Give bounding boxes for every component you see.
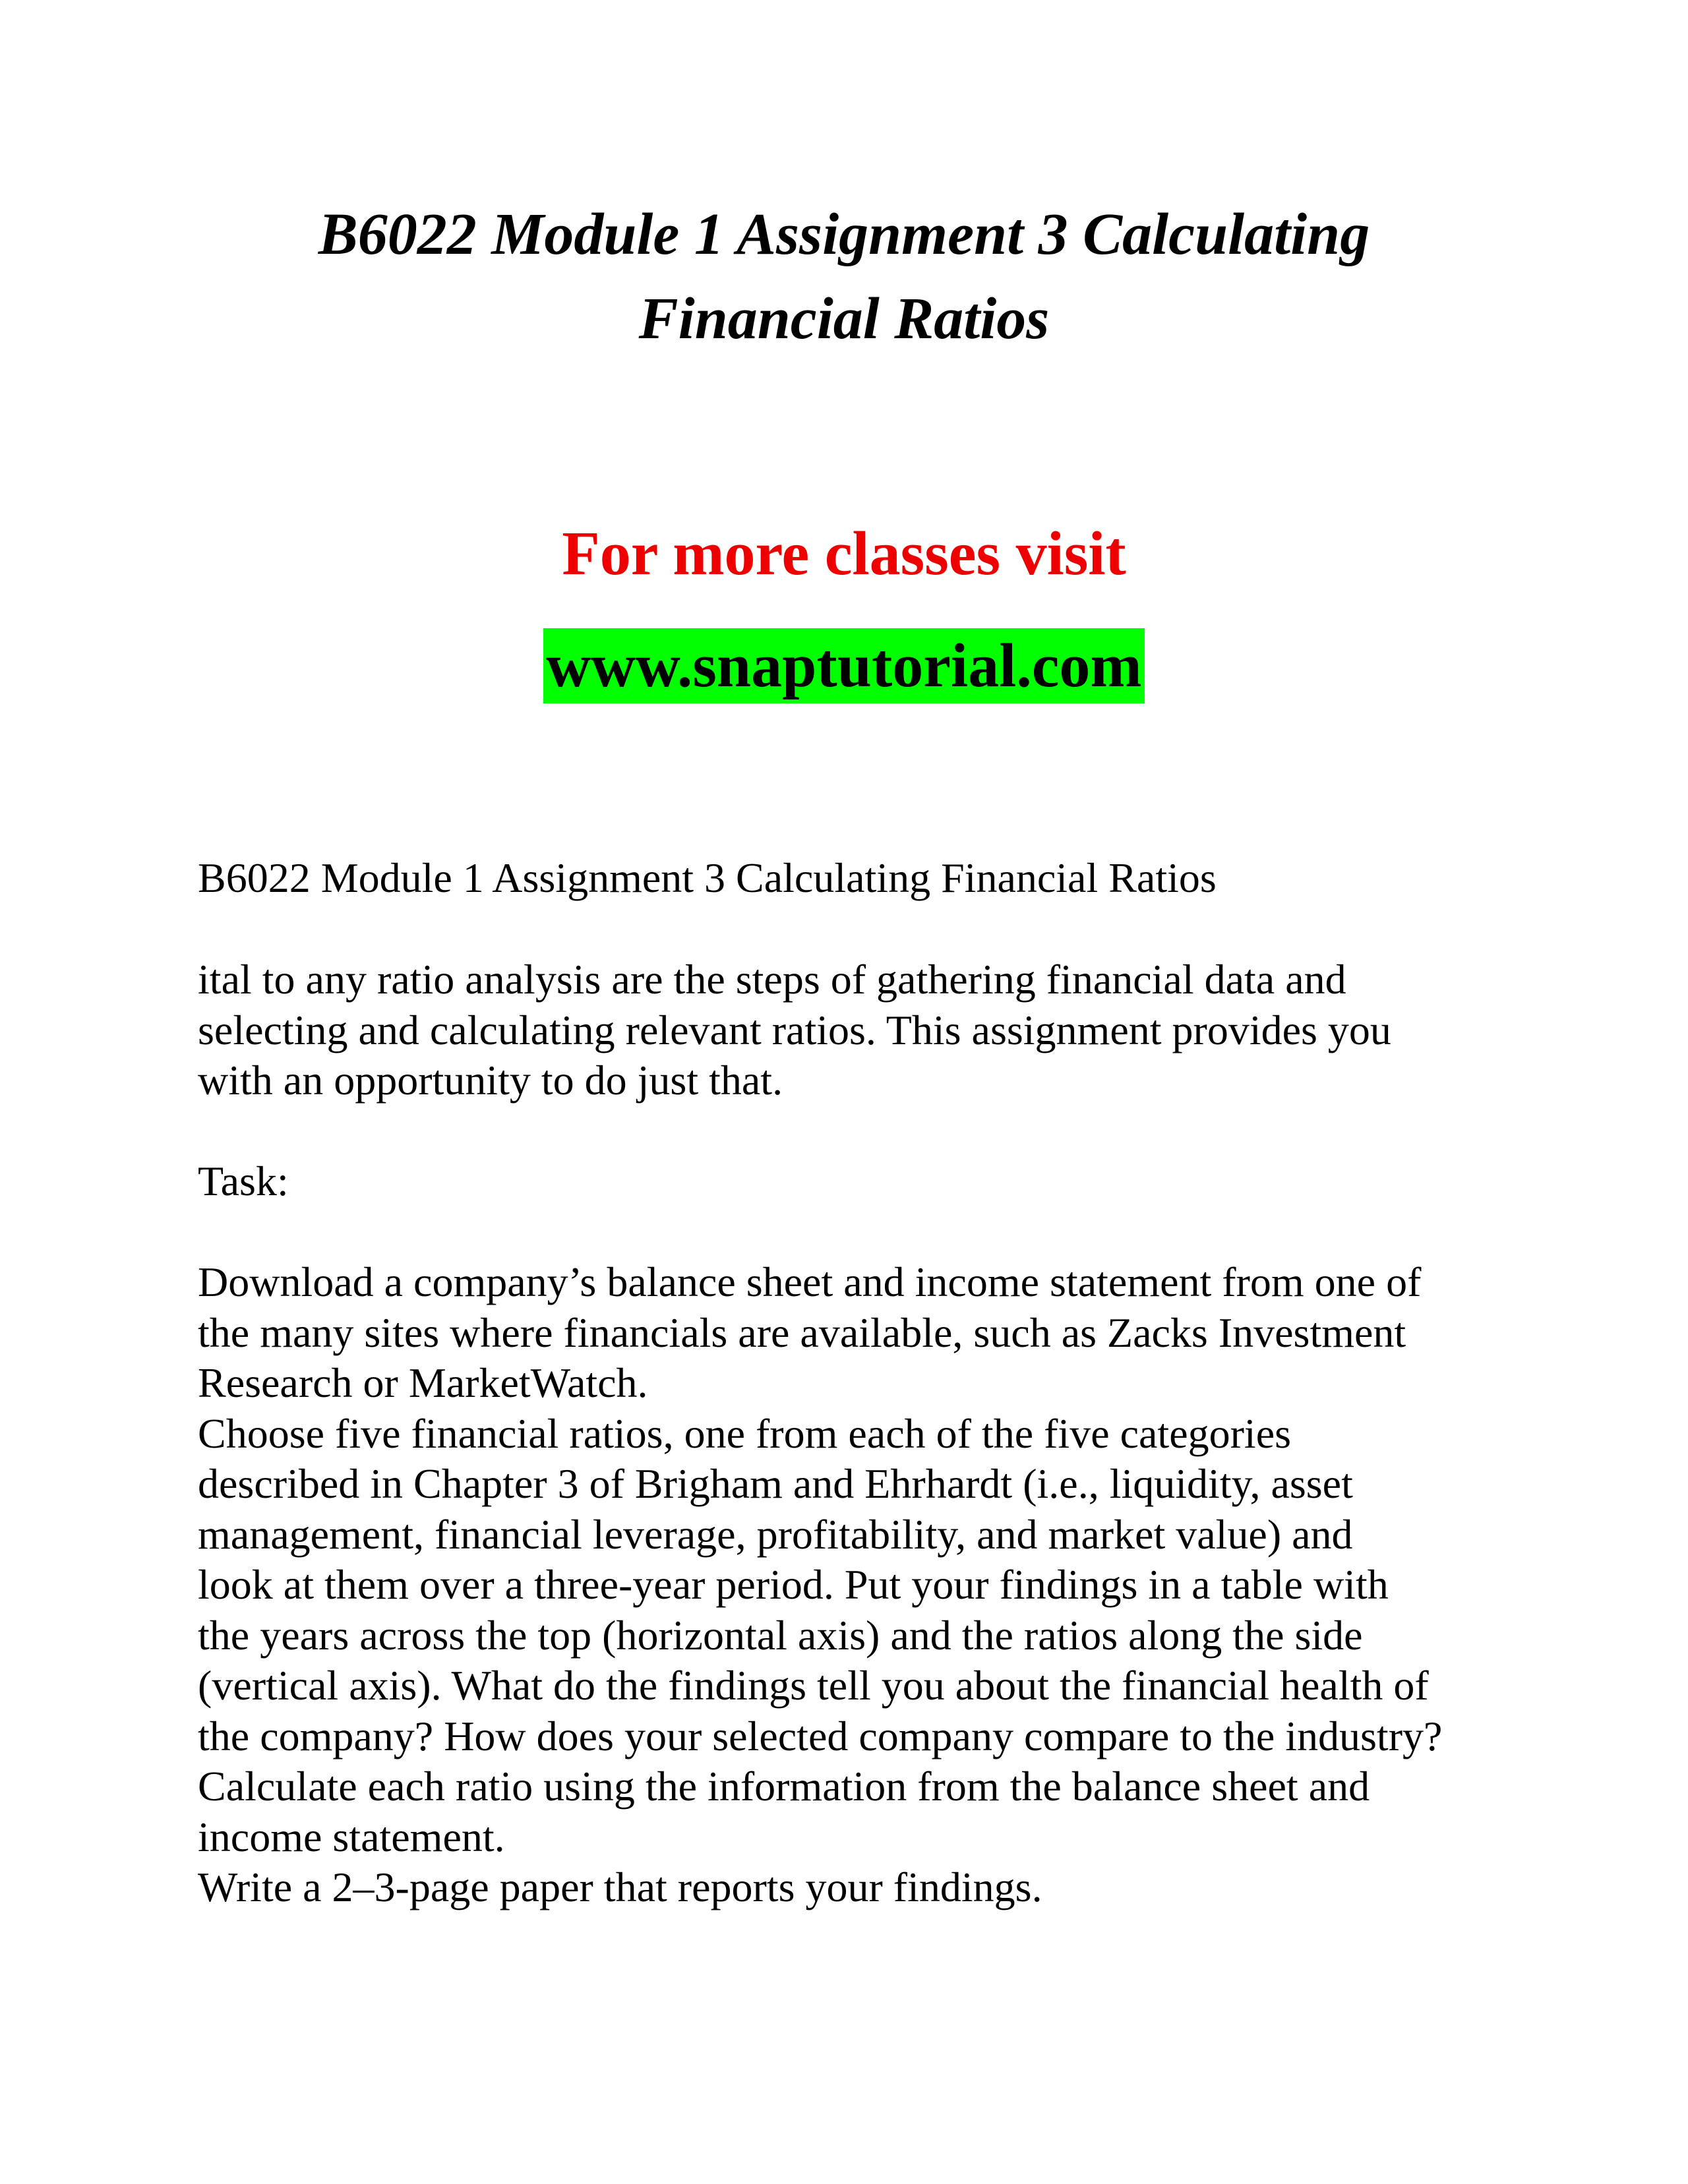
task-line: the many sites where financials are available, such as Zacks Investment: [198, 1309, 1406, 1356]
promo-link-container: [0, 626, 1688, 705]
document-title-line-2: Financial Ratios: [638, 286, 1050, 351]
assignment-heading: [198, 853, 1517, 904]
intro-line: selecting and calculating relevant ratios. This assignment provides you: [198, 1006, 1391, 1053]
task-label: [198, 1156, 1517, 1207]
promo-website-link[interactable]: www.snaptutorial.com: [543, 628, 1144, 703]
task-line: management, financial leverage, profitability, and market value) and: [198, 1510, 1353, 1558]
task-line: Download a company’s balance sheet and income statement from one of: [198, 1258, 1422, 1305]
task-instructions: [198, 1257, 1517, 1913]
task-line: look at them over a three-year period. Put your findings in a table with: [198, 1561, 1389, 1608]
intro-line: ital to any ratio analysis are the steps of gathering financial data and: [198, 956, 1346, 1003]
task-line: (vertical axis). What do the findings tell you about the financial health of: [198, 1662, 1429, 1709]
task-line: the years across the top (horizontal axis) and the ratios along the side: [198, 1611, 1363, 1659]
task-line: Research or MarketWatch.: [198, 1359, 648, 1406]
task-line: income statement.: [198, 1813, 505, 1860]
assignment-heading-text: B6022 Module 1 Assignment 3 Calculating Financial Ratios: [198, 854, 1217, 901]
task-line: the company? How does your selected company compare to the industry?: [198, 1712, 1443, 1759]
task-line: Choose five financial ratios, one from each of the five categories: [198, 1409, 1291, 1457]
promo-text: For more classes visit: [562, 519, 1126, 588]
task-line: described in Chapter 3 of Brigham and Ehrhardt (i.e., liquidity, asset: [198, 1460, 1353, 1507]
task-line: Calculate each ratio using the information from the balance sheet and: [198, 1763, 1370, 1810]
intro-paragraph: [198, 955, 1517, 1106]
task-label-text: Task:: [198, 1158, 289, 1204]
document-title-line-1: B6022 Module 1 Assignment 3 Calculating: [318, 202, 1370, 267]
task-line: Write a 2–3-page paper that reports your findings.: [198, 1864, 1042, 1910]
intro-line: with an opportunity to do just that.: [198, 1057, 783, 1104]
